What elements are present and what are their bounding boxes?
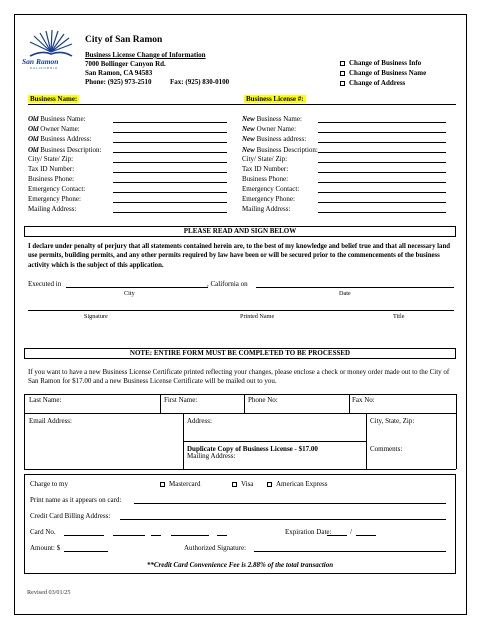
last-name-label[interactable]: Last Name: [29, 396, 62, 404]
business-name-label: Business Name: [30, 95, 78, 103]
convenience-fee-note: **Credit Card Convenience Fee is 2.88% of the total transaction [146, 561, 334, 569]
executed-city-line[interactable] [66, 287, 208, 288]
old-business-description-label: Old Business Description: [28, 146, 102, 154]
header-phone: Phone: (925) 973-2510 [85, 78, 152, 86]
executed-in-label: Executed in [28, 280, 62, 288]
billing-address-line[interactable] [120, 519, 446, 520]
city-state-zip-label[interactable]: City, State, Zip: [370, 417, 415, 425]
comments-label[interactable]: Comments: [370, 445, 403, 453]
checkbox[interactable] [340, 61, 345, 66]
print-name-line[interactable] [134, 503, 446, 504]
card-no-group-4[interactable] [171, 535, 209, 536]
expiration-month-line[interactable] [327, 535, 347, 536]
declaration-text: I declare under penalty of perjury that all statements contained herein are, to the best of my knowledge and belief true and that all necessary land use permits, building permits, and any other permits required by law have been or will be secured prior to the commencements of the business activity which is the subject of this application. [28, 243, 451, 269]
checkbox[interactable] [340, 71, 345, 76]
charge-to-my-label: Charge to my [30, 480, 68, 488]
print-name-label: Print name as it appears on card: [30, 496, 122, 504]
signature-caption: Signature [84, 313, 108, 320]
logo-subtext: CALIFORNIA [30, 66, 59, 70]
email-address-label[interactable]: Email Address: [29, 417, 72, 425]
expiration-date-label: Expiration Date: [285, 528, 332, 536]
header-fax: Fax: (925) 830-0100 [170, 78, 230, 86]
option-change-address[interactable]: Change of Address [340, 79, 405, 87]
phone-no-label[interactable]: Phone No: [248, 396, 278, 404]
signature-line[interactable] [28, 310, 454, 311]
checkbox[interactable] [267, 482, 272, 487]
old-owner-name-label: Old Owner Name: [28, 125, 80, 133]
address-label[interactable]: Address: [187, 417, 212, 425]
old-tax-id-label: Tax ID Number: [28, 165, 75, 173]
new-tax-id-label: Tax ID Number: [242, 165, 289, 173]
reprint-instructions: If you want to have a new Business License Certificate printed reflecting your changes, please enclose a check or money order made out to the City of San Ramon for $17.00 and a new Business License Certificate will be mailed out to you. [28, 368, 450, 386]
business-name-line [28, 104, 456, 105]
business-license-label: Business License #: [246, 95, 304, 103]
old-business-phone-label: Business Phone: [28, 175, 75, 183]
california-on-label: , California on [207, 280, 248, 288]
checkbox[interactable] [232, 482, 237, 487]
expiration-separator: / [350, 528, 352, 536]
card-no-group-1[interactable] [64, 535, 104, 536]
printed-name-caption: Printed Name [240, 313, 275, 320]
payment-box [24, 474, 456, 574]
new-emergency-contact-label: Emergency Contact: [242, 185, 300, 193]
checkbox[interactable] [340, 81, 345, 86]
first-name-label[interactable]: First Name: [164, 396, 198, 404]
new-city-state-zip-label: City/ State/ Zip: [242, 155, 288, 163]
sign-section-header: PLEASE READ AND SIGN BELOW [24, 226, 456, 237]
old-emergency-phone-label: Emergency Phone: [28, 195, 81, 203]
mastercard-option[interactable]: Mastercard [160, 480, 200, 488]
card-no-group-2[interactable] [113, 535, 145, 536]
new-business-description-label: New Business Description: [242, 146, 318, 154]
mailing-address-label[interactable]: Mailing Address: [187, 452, 236, 460]
billing-address-label: Credit Card Billing Address: [30, 512, 111, 520]
old-emergency-contact-label: Emergency Contact: [28, 185, 86, 193]
old-mailing-address-label: Mailing Address: [28, 205, 77, 213]
amount-label: Amount: $ [30, 544, 61, 552]
note-header: NOTE: ENTIRE FORM MUST BE COMPLETED TO BE PROCESSED [24, 348, 456, 359]
authorized-signature-line[interactable] [254, 551, 446, 552]
old-business-name-label: Old Business Name: [28, 115, 86, 123]
checkbox[interactable] [160, 482, 165, 487]
amount-line[interactable] [64, 551, 108, 552]
new-mailing-address-label: Mailing Address: [242, 205, 291, 213]
logo-text: San Ramon [22, 57, 59, 66]
amex-option[interactable]: American Express [267, 480, 328, 488]
fax-no-label[interactable]: Fax No: [352, 396, 375, 404]
title-caption: Title [393, 313, 405, 320]
city-name: City of San Ramon [85, 35, 163, 45]
city-caption: City [124, 290, 135, 297]
card-no-group-5[interactable] [217, 535, 227, 536]
option-change-business-info[interactable]: Change of Business Info [340, 59, 421, 67]
visa-option[interactable]: Visa [232, 480, 253, 488]
old-city-state-zip-label: City/ State/ Zip: [28, 155, 74, 163]
new-owner-name-label: New Owner Name: [242, 125, 297, 133]
new-emergency-phone-label: Emergency Phone: [242, 195, 295, 203]
executed-date-line[interactable] [256, 287, 454, 288]
card-no-label: Card No. [30, 528, 56, 536]
new-business-name-label: New Business Name: [242, 115, 302, 123]
header-address: 7000 Bollinger Canyon Rd. [85, 60, 166, 68]
new-business-phone-label: Business Phone: [242, 175, 289, 183]
card-no-group-3[interactable] [151, 535, 161, 536]
expiration-year-line[interactable] [356, 535, 376, 536]
date-caption: Date [339, 290, 351, 297]
option-change-business-name[interactable]: Change of Business Name [340, 69, 426, 77]
authorized-signature-label: Authorized Signature: [184, 544, 247, 552]
revised-date: Revised 03/01/25 [27, 589, 71, 596]
header-city-state-zip: San Ramon, CA 94583 [85, 69, 153, 77]
new-business-address-label: New Business address: [242, 135, 307, 143]
form-title: Business License Change of Information [85, 51, 206, 59]
duplicate-copy-label: Duplicate Copy of Business License - $17.00 [187, 445, 318, 453]
old-business-address-label: Old Business Address: [28, 135, 92, 143]
